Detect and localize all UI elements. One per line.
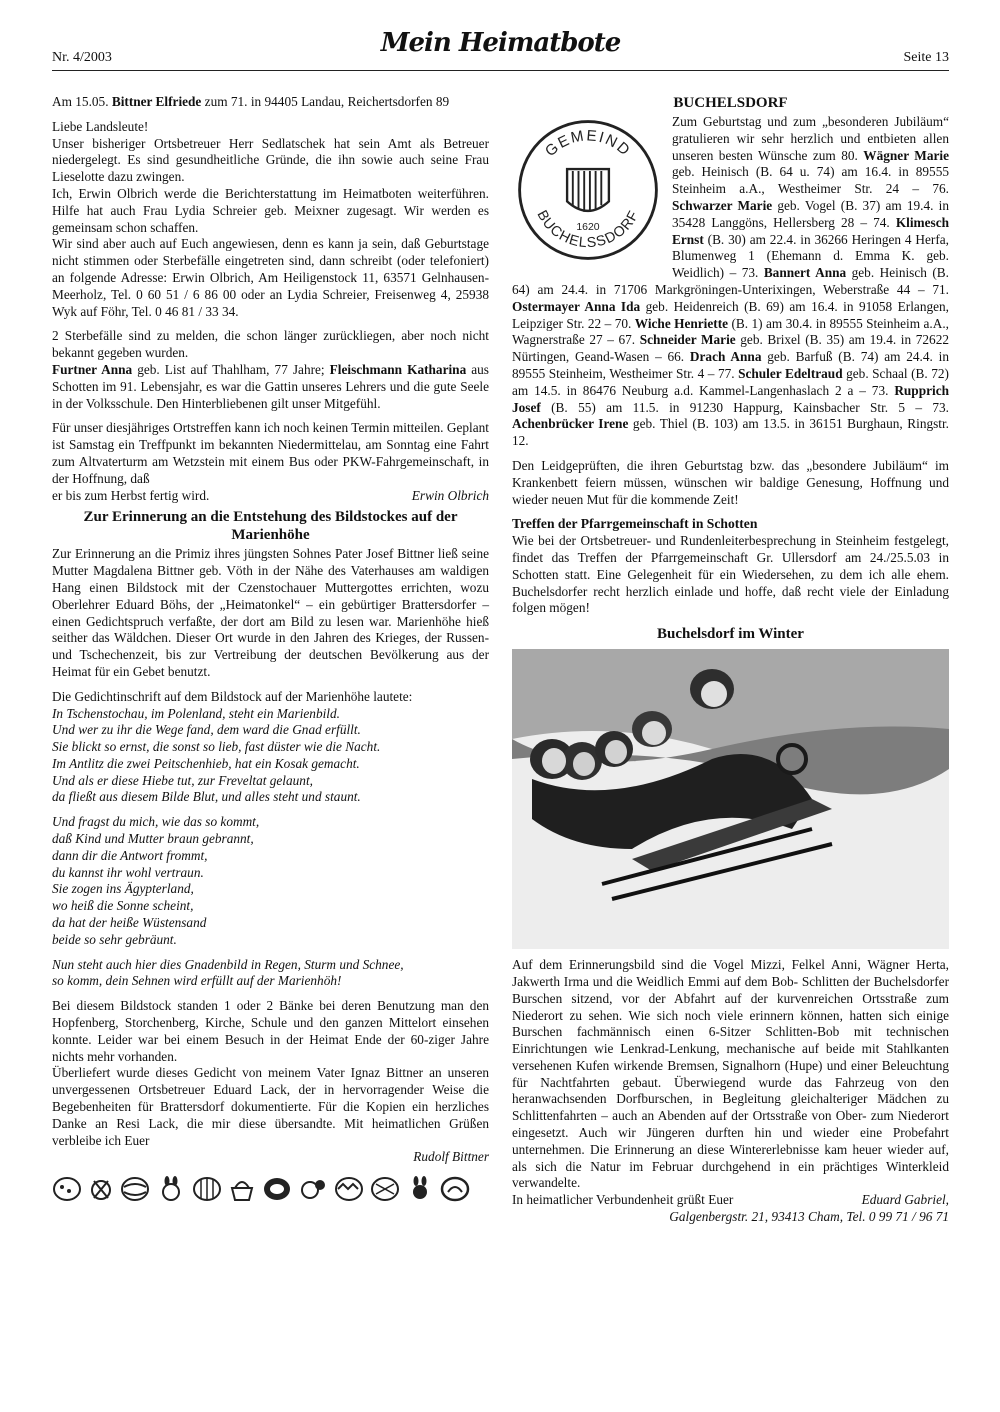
header-divider	[52, 70, 949, 71]
poem-line: Und als er diese Hiebe tut, zur Freveltat gelaunt,	[52, 772, 313, 788]
paragraph: Überliefert wurde dieses Gedicht von meinem Vater Ignaz Bittner an unseren unvergessenen Ortsbetreuer Eduard Lack, der in hervorragender Weise die Begebenheiten für Brattersdorf dokumentierte. Für die Kopien ein herzliches Danke an Resi Lack, die mir diese übersandte. Mit heimatlichen Grüßen verbleibe ich Euer	[52, 1065, 489, 1148]
page-header	[52, 28, 949, 72]
poem-line: Sie zogen ins Ägypterland,	[52, 881, 194, 897]
paragraph: Wir sind aber auch auf Euch angewiesen, denn es kann ja sein, daß Geburtstage nicht stimmen oder Sterbefälle eingetreten sind, dann schreibt (oder telefoniert) an folgende Adresse: Erwin Olbrich, Am Heiligenstock 11, 63571 Gelnhausen-Meerholz, Tel. 0 60 51 / 6 86 00 oder an Lydia Schreier, Freisenweg 4, 25938 Wyk auf Föhr, Tel. 0 46 81 / 33 34.	[52, 236, 489, 319]
paragraph: Bei diesem Bildstock standen 1 oder 2 Bänke bei deren Benutzung man den Hopfenberg, Storchenberg, Kirche, Schule und den ganzen Mittelort einsehen konnte. Leider war bei einem Besuch in der Heimat Ende der 60-ziger Jahre nichts mehr vorhanden.	[52, 998, 489, 1064]
paragraph: Ich, Erwin Olbrich werde die Berichterstattung im Heimatboten weiterführen. Hilfe hat auch Frau Lydia Schreier geb. Meixner zugesagt. Wir werden es gemeinsam schon schaffen.	[52, 185, 489, 235]
easter-egg-icon	[370, 1176, 400, 1202]
person-name: Wägner Marie	[863, 147, 949, 163]
winter-sled-photo	[512, 649, 949, 949]
paragraph: Wie bei der Ortsbetreuer- und Rundenleiterbesprechung in Steinheim festgelegt, findet das Treffen der Pfarrgemeinschaft Gr. Ullersdorf am 24./25.5.03 in Schotten statt. Eine Gelegenheit für ein Wiedersehen, zu dem ich alle ehem. Buchelsdorfer recht herzlich einlade und hoffe, daß recht viele der Einladung folgen mögen!	[512, 533, 949, 616]
easter-egg-icon	[334, 1176, 364, 1202]
municipal-seal	[512, 114, 664, 266]
easter-egg-icon	[120, 1176, 150, 1202]
person-name: Wiche Henriette	[634, 315, 729, 331]
person-name: Bittner Elfriede	[111, 94, 202, 109]
paragraph: Zur Erinnerung an die Primiz ihres jüngsten Sohnes Pater Josef Bittner ließ seine Mutter Magdalena Bittner geb. Vöth in der Nähe des Vaterhauses am waldigen Hang einen Bildstock mit der Czenstochauer Muttergottes errichten, wozu Oberlehrer Eduard Böhs, der „Heimatonkel“ – ein gebürtiger Brattersdorfer – einen Gedichtspruch verfaßte, der dort am Bild zu lesen war. Marienhöhe hieß seither das Wäldchen. Dieser Ort wurde in den Jahren des Krieges, der Russen- und Tschechenzeit, bis zur Vertreibung der deutschen Bevölkerung aus der Heimat für ein Gebet benutzt.	[52, 546, 489, 679]
paragraph: Den Leidgeprüften, die ihren Geburtstag bzw. das „besondere Jubiläum“ im Krankenbett feiern müssen, wünschen wir baldige Genesung, Hoffnung und wieder neuen Mut für die kommende Zeit!	[512, 457, 949, 507]
text-run: geb. Barfuß (B. 74) am 24.4. in 89555 Steinheim, Westheimer Str. 4 – 77.	[512, 349, 949, 381]
photo-caption: Auf dem Erinnerungsbild sind die Vogel Mizzi, Felkel Anni, Wägner Herta, Jakwerth Irma und die Weidlich Emmi auf dem Bob- Schlitten der Buchelsdorfer Burschen sitzend, vor der Abfahrt auf der kurvenreichen Ortsstraße zum Niederort zu sehen. Wie sich noch viele erinnern können, hatten sich einige Burschen fachmännisch einen 6-Sitzer Schlitten-Bob mit technischen Einrichtungen wie Lenkrad-Lenkung, mechanische auf beide mit Stahlkanten versehenen Kufen wirkende Bremsen, Signalhorn (Hupe) und einer Beleuchtung für Nachtfahrten gebaut. Überwiegend wurde das Fahrzeug von den heranwachsenden Dorfburschen, in Begleitung gleichalteriger Mädchen zu Schlittenfahrten – auch an Abenden auf der Ortsstraße von Ober- zum Niederort eingesetzt. Auch wir Jüngeren durften hin und wieder eine Probefahrt unternehmen. Die Erinnerung an diese Wintererlebnisse kam heuer wieder auf, als sich die Natur im Februar durchgehend in ein prächtiges Winterkleid verwandelte.	[512, 957, 949, 1191]
text-run: (B. 1) am 30.4. in 89555 Steinheim a.A., Wagnerstraße 27 – 67.	[512, 315, 949, 348]
newspaper-title: Mein Heimatbote	[380, 28, 621, 58]
text-run: geb. List auf Thahlham, 77 Jahre;	[132, 361, 330, 377]
text-run: Am 15.05.	[52, 94, 112, 109]
person-name: Schuler Edeltraud	[738, 365, 843, 381]
person-name: Achenbrücker Irene	[512, 416, 629, 432]
poem-line: Und fragst du mich, wie das so kommt,	[52, 814, 260, 830]
text-run: Zum Geburtstag und zum „besonderen Jubiläum“ gratulieren wir sehr herzlich und entbieten allen unseren besten Wünsche zum 80.	[672, 114, 949, 163]
person-name: Schwarzer Marie	[672, 197, 773, 213]
text-run: (B. 30) am 22.4. in 36266 Heringen 4 Herfa, Blumenweg 1 (Ehemann d. Emma K. geb. Weidlich) – 73.	[672, 231, 949, 281]
right-column	[512, 94, 949, 1226]
poem-line: wo heiß die Sonne scheint,	[52, 898, 194, 914]
seal-bottom-text: BUCHELSSDORF	[533, 207, 643, 252]
section-heading: BUCHELSDORF	[673, 95, 788, 111]
signature: Erwin Olbrich	[411, 487, 489, 503]
text-run: geb. Heinisch (B. 64 u. 74) am 16.4. in 89555 Steinheim a.A., Westheimer Str. 24 – 76.	[672, 164, 949, 197]
poem-line: du kannst ihr wohl vertraun.	[52, 864, 204, 880]
obituary-paragraph	[52, 362, 489, 412]
text-run: geb. Heinisch (B. 64) am 24.4. in 71706 Markgröningen-Unterixingen, Weberstraße 44 – 71.	[512, 265, 949, 297]
photo-heading: Buchelsdorf im Winter	[657, 626, 804, 643]
text-run: geb. Thiel (B. 103) am 13.5. in 36151 Burghaun, Ringstr. 12.	[512, 416, 950, 449]
poem-line: da hat der heiße Wüstensand	[52, 915, 207, 931]
text-run: geb. Heidenreich (B. 69) am 16.4. in 91058 Erlangen, Leipziger Str. 22 – 70.	[512, 298, 949, 331]
person-name: Schneider Marie	[639, 332, 736, 348]
poem-line: In Tschenstochau, im Polenland, steht ein Marienbild.	[52, 705, 340, 721]
section-subheading: Treffen der Pfarrgemeinschaft in Schotten	[512, 516, 758, 532]
page-number: Seite 13	[903, 50, 949, 65]
text-run: zum 71. in 94405 Landau, Reichertsdorfen 89	[201, 94, 450, 109]
signature: Eduard Gabriel,	[861, 1192, 949, 1208]
poem-line: Im Antlitz die zwei Peitschenhieb, hat ein Kosak gemacht.	[52, 755, 360, 771]
svg-text:GEMEIND	[542, 127, 634, 160]
seal-year: 1620	[576, 221, 600, 233]
text-run: (B. 55) am 11.5. in 91230 Happurg, Kainsbacher Str. 5 – 73.	[540, 399, 949, 415]
poem-line: dann dir die Antwort frommt,	[52, 847, 208, 863]
person-name: Bannert Anna	[763, 265, 847, 281]
greeting: Liebe Landsleute!	[52, 118, 149, 134]
person-name: Drach Anna	[689, 349, 762, 365]
paragraph: Unser bisheriger Ortsbetreuer Herr Sedlatschek hat sein Amt als Betreuer niedergelegt. Es sind gesundheitliche Gründe, die ihn sowie auch seine Frau Lieselotte dazu zwingen.	[52, 135, 489, 185]
left-column	[52, 94, 489, 1202]
signature: Rudolf Bittner	[413, 1149, 489, 1165]
birthday-entry	[52, 94, 489, 111]
text-run: geb. Vogel (B. 37) am 19.4. in 35428 Langgöns, Hellersberg 28 – 74.	[672, 197, 949, 230]
poem-line: Sie blickt so ernst, die sonst so lieb, fast düster wie die Nacht.	[52, 739, 381, 755]
bunny-icon	[406, 1176, 434, 1202]
article-heading: Zur Erinnerung an die Entstehung des Bildstockes auf der Marienhöhe	[83, 509, 458, 544]
text-run: aus Schotten im 91. Lebensjahr, es war die Gattin unseres Lehrers und die gute Seele in der Volksschule. Den Hinterbliebenen gilt unser Mitgefühl.	[52, 361, 489, 411]
signature-line: er bis zum Herbst fertig wird. Erwin Olbrich	[52, 487, 489, 503]
signature-address: Galgenbergstr. 21, 93413 Cham, Tel. 0 99 71 / 96 71	[669, 1209, 949, 1225]
poem-stanza	[52, 957, 489, 991]
poem-line: Nun steht auch hier dies Gnadenbild in Regen, Sturm und Schnee,	[52, 956, 404, 972]
person-name: Rupprich Josef	[512, 382, 949, 415]
poem-line: daß Kind und Mutter braun gebrannt,	[52, 831, 254, 847]
person-name: Klimesch Ernst	[672, 214, 949, 247]
paragraph: Für unser diesjähriges Ortstreffen kann ich noch keinen Termin mitteilen. Geplant ist Samstag ein Treffpunkt im bekannten Niedermittelau, am Sonntag eine Fahrt zum Altvaterturm am Wetzstein mit einem Bus oder PKW-Fahrgemeinschaft, in der Hoffnung, daß	[52, 420, 489, 486]
paragraph: 2 Sterbefälle sind zu melden, die schon länger zurückliegen, aber noch nicht bekannt gegeben wurden.	[52, 328, 489, 361]
text-run: geb. Brixel (B. 35) am 19.4. in 72622 Nürtingen, Geand-Wasen – 66.	[512, 332, 949, 365]
easter-egg-border	[52, 1176, 489, 1202]
basket-icon	[228, 1176, 256, 1202]
closing-line: In heimatlicher Verbundenheit grüßt Euer Eduard Gabriel,	[512, 1192, 949, 1208]
poem-line: da fließt aus diesem Bilde Blut, und alles steht und staunt.	[52, 789, 361, 805]
chick-icon	[88, 1176, 114, 1202]
poem-stanza	[52, 814, 489, 948]
easter-egg-icon	[262, 1176, 292, 1202]
text-run: geb. Schaal (B. 72) am 14.5. in 86476 Neuburg a.d. Kammel-Langenhaslach 2 a – 73.	[512, 365, 949, 398]
person-name: Ostermayer Anna Ida	[512, 298, 641, 314]
chick-icon	[298, 1176, 328, 1202]
poem-line: so komm, dein Sehnen wird erfüllt auf der Marienhöh!	[52, 973, 342, 989]
poem-line: Und wer zu ihr die Wege fand, dem ward die Gnad erfüllt.	[52, 722, 361, 738]
easter-egg-icon	[52, 1176, 82, 1202]
issue-number: Nr. 4/2003	[52, 50, 112, 65]
poem-line: beide so sehr gebräunt.	[52, 931, 177, 947]
poem-stanza	[52, 706, 489, 807]
person-name: Fleischmann Katharina	[329, 361, 467, 377]
easter-egg-icon	[192, 1176, 222, 1202]
paragraph: Die Gedichtinschrift auf dem Bildstock auf der Marienhöhe lautete:	[52, 688, 413, 704]
bunny-icon	[156, 1176, 186, 1202]
seal-top-text: GEMEIND	[541, 127, 635, 161]
easter-egg-icon	[440, 1176, 470, 1202]
person-name: Furtner Anna	[52, 361, 133, 377]
